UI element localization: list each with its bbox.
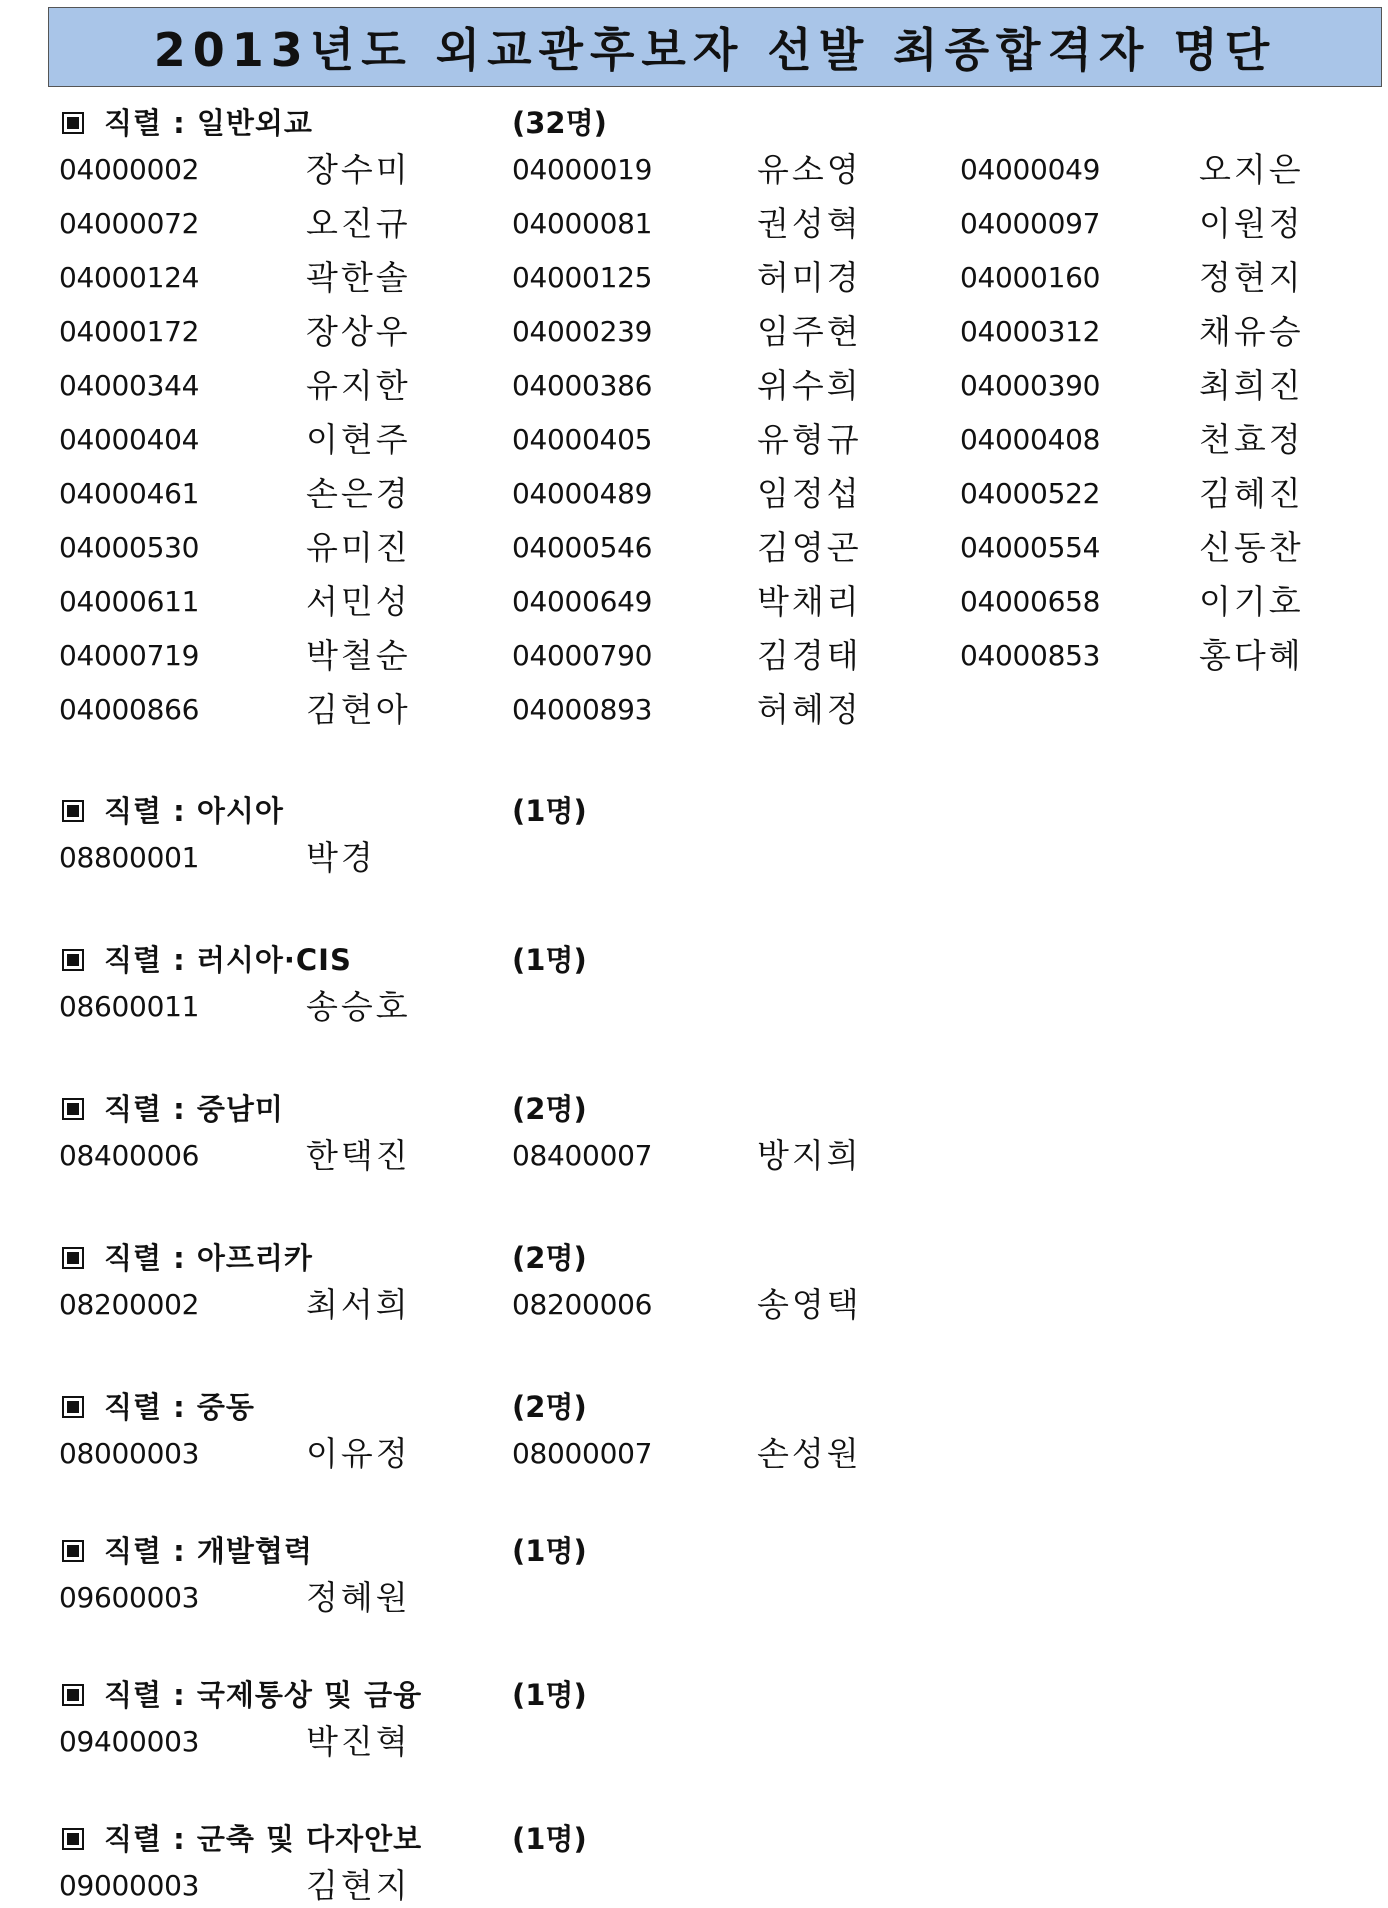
applicant-number: 04000002 xyxy=(59,153,200,186)
page-title: 2013년도 외교관후보자 선발 최종합격자 명단 xyxy=(153,23,1277,77)
square-bullet-icon xyxy=(62,1540,84,1562)
section-header xyxy=(0,942,1388,982)
applicant-name: 박경 xyxy=(306,838,376,877)
square-bullet-icon xyxy=(62,1828,84,1850)
applicant-name: 허혜정 xyxy=(757,690,862,729)
section-header xyxy=(0,793,1388,833)
applicant-number: 04000097 xyxy=(960,207,1101,240)
applicant-name: 송승호 xyxy=(306,987,411,1026)
applicant-name: 권성혁 xyxy=(757,204,862,243)
applicant-name: 채유승 xyxy=(1199,312,1304,351)
applicant-number: 04000719 xyxy=(59,639,200,672)
applicant-name: 오진규 xyxy=(306,204,411,243)
applicant-name: 김영곤 xyxy=(757,528,862,567)
square-bullet-icon xyxy=(62,1396,84,1418)
applicant-name: 곽한솔 xyxy=(306,258,411,297)
applicant-number: 04000386 xyxy=(512,369,653,402)
list-row xyxy=(0,1722,1388,1762)
applicant-number: 04000172 xyxy=(59,315,200,348)
section-header xyxy=(0,1533,1388,1573)
applicant-name: 허미경 xyxy=(757,258,862,297)
applicant-number: 04000390 xyxy=(960,369,1101,402)
applicant-name: 김현아 xyxy=(306,690,411,729)
list-row xyxy=(0,528,1388,568)
section-label: 직렬 : 아프리카 xyxy=(104,1241,313,1275)
applicant-name: 정현지 xyxy=(1199,258,1304,297)
applicant-number: 04000124 xyxy=(59,261,200,294)
applicant-name: 정혜원 xyxy=(306,1578,411,1617)
applicant-name: 임정섭 xyxy=(757,474,862,513)
applicant-name: 김현지 xyxy=(306,1866,411,1905)
applicant-name: 박진혁 xyxy=(306,1722,411,1761)
square-bullet-icon xyxy=(62,1098,84,1120)
section-count: (32명) xyxy=(512,106,607,140)
list-row xyxy=(0,1136,1388,1176)
applicant-number: 04000125 xyxy=(512,261,653,294)
applicant-name: 손성원 xyxy=(757,1434,862,1473)
list-row xyxy=(0,420,1388,460)
list-row xyxy=(0,204,1388,244)
section-count: (2명) xyxy=(512,1390,587,1424)
applicant-number: 04000522 xyxy=(960,477,1101,510)
section-label: 직렬 : 중남미 xyxy=(104,1092,284,1126)
applicant-number: 04000461 xyxy=(59,477,200,510)
list-row xyxy=(0,312,1388,352)
applicant-number: 04000649 xyxy=(512,585,653,618)
list-row xyxy=(0,1578,1388,1618)
applicant-number: 04000344 xyxy=(59,369,200,402)
applicant-number: 04000866 xyxy=(59,693,200,726)
applicant-name: 유소영 xyxy=(757,150,862,189)
applicant-number: 04000853 xyxy=(960,639,1101,672)
applicant-number: 09400003 xyxy=(59,1725,200,1758)
section-label: 직렬 : 일반외교 xyxy=(104,106,313,140)
section-header xyxy=(0,105,1388,145)
applicant-name: 최서희 xyxy=(306,1285,411,1324)
applicant-name: 이유정 xyxy=(306,1434,411,1473)
applicant-number: 04000408 xyxy=(960,423,1101,456)
applicant-name: 천효정 xyxy=(1199,420,1304,459)
applicant-name: 신동찬 xyxy=(1199,528,1304,567)
applicant-number: 08000003 xyxy=(59,1437,200,1470)
list-row xyxy=(0,1285,1388,1325)
square-bullet-icon xyxy=(62,949,84,971)
applicant-number: 04000554 xyxy=(960,531,1101,564)
applicant-number: 04000072 xyxy=(59,207,200,240)
applicant-number: 04000611 xyxy=(59,585,200,618)
applicant-number: 08000007 xyxy=(512,1437,653,1470)
applicant-number: 04000790 xyxy=(512,639,653,672)
section-label: 직렬 : 아시아 xyxy=(104,794,284,828)
applicant-number: 08200002 xyxy=(59,1288,200,1321)
applicant-number: 08400006 xyxy=(59,1139,200,1172)
applicant-name: 임주현 xyxy=(757,312,862,351)
applicant-name: 최희진 xyxy=(1199,366,1304,405)
applicant-number: 04000049 xyxy=(960,153,1101,186)
applicant-name: 위수희 xyxy=(757,366,862,405)
applicant-number: 09000003 xyxy=(59,1869,200,1902)
applicant-name: 방지희 xyxy=(757,1136,862,1175)
section-header xyxy=(0,1240,1388,1280)
list-row xyxy=(0,258,1388,298)
applicant-name: 이기호 xyxy=(1199,582,1304,621)
section-count: (1명) xyxy=(512,943,587,977)
list-row xyxy=(0,690,1388,730)
applicant-number: 04000081 xyxy=(512,207,653,240)
applicant-name: 유미진 xyxy=(306,528,411,567)
applicant-number: 04000312 xyxy=(960,315,1101,348)
list-row xyxy=(0,474,1388,514)
applicant-name: 김혜진 xyxy=(1199,474,1304,513)
applicant-number: 04000019 xyxy=(512,153,653,186)
square-bullet-icon xyxy=(62,1247,84,1269)
applicant-number: 04000405 xyxy=(512,423,653,456)
applicant-number: 08800001 xyxy=(59,841,200,874)
list-row xyxy=(0,366,1388,406)
applicant-number: 08200006 xyxy=(512,1288,653,1321)
applicant-number: 04000160 xyxy=(960,261,1101,294)
section-label: 직렬 : 개발협력 xyxy=(104,1534,313,1568)
list-row xyxy=(0,987,1388,1027)
section-count: (1명) xyxy=(512,794,587,828)
section-header xyxy=(0,1821,1388,1861)
section-count: (1명) xyxy=(512,1678,587,1712)
applicant-number: 04000893 xyxy=(512,693,653,726)
section-label: 직렬 : 국제통상 및 금융 xyxy=(104,1678,423,1712)
applicant-number: 04000489 xyxy=(512,477,653,510)
section-label: 직렬 : 중동 xyxy=(104,1390,255,1424)
applicant-number: 08600011 xyxy=(59,990,200,1023)
list-row xyxy=(0,582,1388,622)
applicant-name: 오지은 xyxy=(1199,150,1304,189)
list-row xyxy=(0,1434,1388,1474)
applicant-number: 08400007 xyxy=(512,1139,653,1172)
section-label: 직렬 : 러시아·CIS xyxy=(104,943,352,977)
applicant-number: 04000530 xyxy=(59,531,200,564)
applicant-number: 04000239 xyxy=(512,315,653,348)
applicant-number: 04000658 xyxy=(960,585,1101,618)
applicant-number: 09600003 xyxy=(59,1581,200,1614)
section-header xyxy=(0,1677,1388,1717)
applicant-name: 손은경 xyxy=(306,474,411,513)
applicant-name: 장상우 xyxy=(306,312,411,351)
applicant-name: 서민성 xyxy=(306,582,411,621)
applicant-name: 김경태 xyxy=(757,636,862,675)
list-row xyxy=(0,636,1388,676)
applicant-name: 유지한 xyxy=(306,366,411,405)
section-label: 직렬 : 군축 및 다자안보 xyxy=(104,1822,423,1856)
square-bullet-icon xyxy=(62,112,84,134)
square-bullet-icon xyxy=(62,1684,84,1706)
applicant-number: 04000546 xyxy=(512,531,653,564)
applicant-name: 홍다혜 xyxy=(1199,636,1304,675)
applicant-name: 이현주 xyxy=(306,420,411,459)
applicant-name: 장수미 xyxy=(306,150,411,189)
applicant-name: 박채리 xyxy=(757,582,862,621)
section-count: (1명) xyxy=(512,1534,587,1568)
applicant-name: 유형규 xyxy=(757,420,862,459)
square-bullet-icon xyxy=(62,800,84,822)
applicant-number: 04000404 xyxy=(59,423,200,456)
section-header xyxy=(0,1389,1388,1429)
section-count: (1명) xyxy=(512,1822,587,1856)
applicant-name: 이원정 xyxy=(1199,204,1304,243)
section-count: (2명) xyxy=(512,1092,587,1126)
list-row xyxy=(0,150,1388,190)
applicant-name: 박철순 xyxy=(306,636,411,675)
list-row xyxy=(0,1866,1388,1906)
applicant-name: 한택진 xyxy=(306,1136,411,1175)
section-header xyxy=(0,1091,1388,1131)
section-count: (2명) xyxy=(512,1241,587,1275)
list-row xyxy=(0,838,1388,878)
applicant-name: 송영택 xyxy=(757,1285,862,1324)
